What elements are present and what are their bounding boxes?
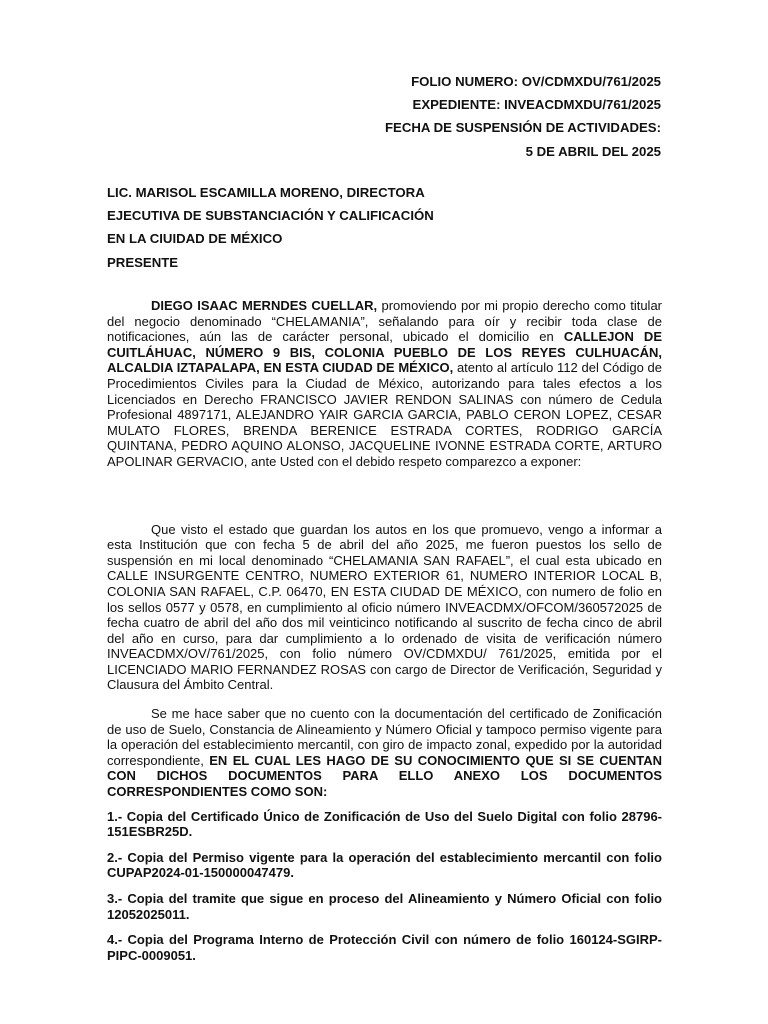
list-item: 1.- Copia del Certificado Único de Zonificación de Uso del Suelo Digital con folio 28796-151ESBR25D. [107, 808, 662, 840]
request-text: Se me hace saber que no cuento con la documentación del certificado de Zonificación de uso de Suelo, Constancia de Alineamiento y Número Oficial y tampoco permiso vigente para la operación del establecimiento mercantil, con giro de impacto zonal, expedido por la autoridad correspondiente, [107, 706, 662, 768]
addressee-line: PRESENTE [107, 254, 179, 270]
facts-paragraph: Que visto el estado que guardan los autos en los que promuevo, vengo a informar a esta Institución que con fecha 5 de abril del año 2025, me fueron puestos los sello de suspensión en mi local denominado “CHELAMANIA SAN RAFAEL”, el cual esta ubicado en CALLE INSURGENTE CENTRO, NUMERO EXTERIOR 61, NUMERO INTERIOR LOCAL B, COLONIA SAN RAFAEL, C.P. 06470, EN ESTA CIUDAD DE MÉXICO, con numero de folio en los sellos 0577 y 0578, en cumplimiento al oficio número INVEACDMX/OFCOM/360572025 de fecha cuatro de abril del año dos mil veinticinco notificando al suscrito de fecha cinco de abril del año en curso, para dar cumplimiento a lo ordenado de visita de verificación número INVEACDMX/OV/761/2025, con folio número OV/CDMXDU/ 761/2025, emitida por el LICENCIADO MARIO FERNANDEZ ROSAS con cargo de Director de Verificación, Seguridad y Clausura del Ámbito Central. [107, 521, 662, 693]
promovente-name: DIEGO ISAAC MERNDES CUELLAR, [151, 298, 378, 313]
suspension-date-label: FECHA DE SUSPENSIÓN DE ACTIVIDADES: [385, 120, 661, 136]
document-header [61, 70, 661, 163]
document-body [107, 298, 662, 973]
addressee-line: EJECUTIVA DE SUBSTANCIACIÓN Y CALIFICACIÓN [107, 208, 434, 224]
suspension-date-value: 5 DE ABRIL DEL 2025 [525, 143, 661, 159]
addressee-line: EN LA CIUIDAD DE MÉXICO [107, 231, 283, 247]
list-item: 2.- Copia del Permiso vigente para la operación del establecimiento mercantil con folio CUPAP2024-01-150000047479. [107, 849, 662, 881]
domicile-address: CALLEJON DE CUITLÁHUAC, NÚMERO 9 BIS, COLONIA PUEBLO DE LOS REYES CULHUACÁN, ALCALDIA IZTAPALAPA, EN ESTA CIUDAD DE MÉXICO, [107, 329, 662, 376]
expediente-number: EXPEDIENTE: INVEACDMXDU/761/2025 [412, 97, 661, 113]
addressee-line: LIC. MARISOL ESCAMILLA MORENO, DIRECTORA [107, 185, 425, 200]
list-item: 3.- Copia del tramite que sigue en proceso del Alineamiento y Número Oficial con folio 12052025011. [107, 891, 662, 922]
request-bold-text: EN EL CUAL LES HAGO DE SU CONOCIMIENTO QUE SI SE CUENTAN CON DICHOS DOCUMENTOS PARA ELLO ANEXO LOS DOCUMENTOS CORRESPONDIENTES COMO SON: [107, 752, 663, 800]
request-paragraph [107, 706, 662, 800]
intro-text-a: promoviendo por mi propio derecho como titular del negocio denominado “CHELAMANIA”, señalando para oír y recibir toda clase de notificaciones, aún las de carácter personal, ubicado el domicilio en [107, 298, 662, 345]
folio-number: FOLIO NUMERO: OV/CDMXDU/761/2025 [411, 74, 661, 89]
addressee-block [107, 181, 662, 274]
list-item: 4.- Copia del Programa Interno de Protección Civil con número de folio 160124-SGIRP-PIPC-0009051. [107, 932, 662, 963]
intro-paragraph [107, 298, 662, 470]
intro-text-b: atento al artículo 112 del Código de Procedimientos Civiles para la Ciudad de México, autorizando para tales efectos a los Licenciados en Derecho FRANCISCO JAVIER RENDON SALINAS con número de Cedula Profesional 4897171, ALEJANDRO YAIR GARCIA GARCIA, PABLO CERON LOPEZ, CESAR MULATO FLORES, BRENDA BERENICE ESTRADA CORTES, RODRIGO GARCÍA QUINTANA, PEDRO AQUINO ALONSO, JACQUELINE IVONNE ESTRADA CORTE, ARTURO APOLINAR GERVACIO, ante Usted con el debido respeto comparezco a exponer: [107, 360, 662, 469]
attachments-list [107, 809, 662, 964]
